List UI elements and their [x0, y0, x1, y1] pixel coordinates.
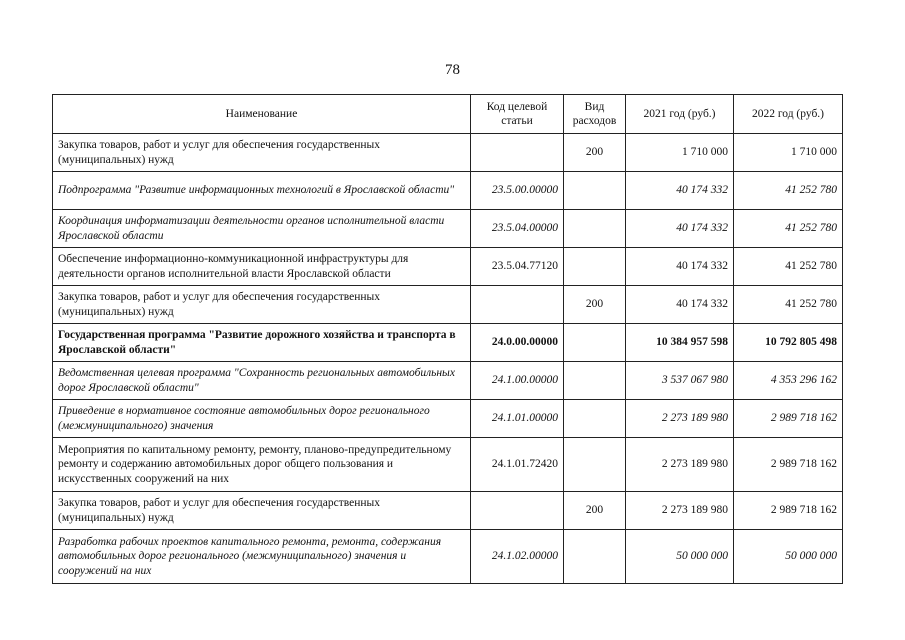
cell-code: 23.5.00.00000: [471, 172, 564, 210]
cell-expense-type: 200: [564, 286, 626, 324]
cell-expense-type: [564, 210, 626, 248]
cell-code: [471, 134, 564, 172]
table-row: [53, 400, 843, 438]
cell-2021: 3 537 067 980: [626, 362, 734, 400]
table-row: [53, 492, 843, 530]
header-code: Код целевой статьи: [471, 95, 564, 134]
cell-2021: 40 174 332: [626, 172, 734, 210]
cell-2022: 41 252 780: [734, 248, 843, 286]
cell-code: 24.1.00.00000: [471, 362, 564, 400]
cell-name: Мероприятия по капитальному ремонту, ремонту, планово-предупредительному ремонту и содержанию автомобильных дорог общего пользования и искусственных сооружений на них: [53, 438, 471, 492]
header-2022: 2022 год (руб.): [734, 95, 843, 134]
cell-name: Координация информатизации деятельности органов исполнительной власти Ярославской области: [53, 210, 471, 248]
cell-name: Закупка товаров, работ и услуг для обеспечения государственных (муниципальных) нужд: [53, 492, 471, 530]
cell-2021: 40 174 332: [626, 210, 734, 248]
cell-expense-type: [564, 248, 626, 286]
cell-code: 23.5.04.77120: [471, 248, 564, 286]
table-header-row: [53, 95, 843, 134]
cell-2021: 2 273 189 980: [626, 492, 734, 530]
cell-code: 24.0.00.00000: [471, 324, 564, 362]
table-row: [53, 286, 843, 324]
cell-2021: 1 710 000: [626, 134, 734, 172]
cell-code: 24.1.01.72420: [471, 438, 564, 492]
cell-expense-type: [564, 400, 626, 438]
cell-expense-type: 200: [564, 134, 626, 172]
table-row: [53, 530, 843, 584]
cell-2021: 40 174 332: [626, 286, 734, 324]
cell-name: Государственная программа "Развитие дорожного хозяйства и транспорта в Ярославской области": [53, 324, 471, 362]
cell-2022: 2 989 718 162: [734, 400, 843, 438]
cell-name: Закупка товаров, работ и услуг для обеспечения государственных (муниципальных) нужд: [53, 134, 471, 172]
header-type: Вид расходов: [564, 95, 626, 134]
cell-2022: 10 792 805 498: [734, 324, 843, 362]
cell-2021: 40 174 332: [626, 248, 734, 286]
cell-2022: 41 252 780: [734, 210, 843, 248]
cell-name: Обеспечение информационно-коммуникационной инфраструктуры для деятельности органов исполнительной власти Ярославской области: [53, 248, 471, 286]
table-body: [53, 134, 843, 584]
cell-2022: 4 353 296 162: [734, 362, 843, 400]
cell-code: 24.1.02.00000: [471, 530, 564, 584]
cell-2022: 1 710 000: [734, 134, 843, 172]
cell-2022: 41 252 780: [734, 286, 843, 324]
cell-2021: 50 000 000: [626, 530, 734, 584]
table-row: [53, 210, 843, 248]
table-row: [53, 324, 843, 362]
cell-code: 24.1.01.00000: [471, 400, 564, 438]
cell-name: Приведение в нормативное состояние автомобильных дорог регионального (межмуниципального) значения: [53, 400, 471, 438]
cell-2021: 2 273 189 980: [626, 438, 734, 492]
table-row: [53, 134, 843, 172]
cell-2021: 10 384 957 598: [626, 324, 734, 362]
page-number: 78: [445, 62, 460, 78]
cell-2022: 41 252 780: [734, 172, 843, 210]
cell-expense-type: 200: [564, 492, 626, 530]
cell-2022: 50 000 000: [734, 530, 843, 584]
cell-2021: 2 273 189 980: [626, 400, 734, 438]
cell-code: [471, 492, 564, 530]
cell-expense-type: [564, 438, 626, 492]
budget-table: [52, 94, 843, 584]
cell-expense-type: [564, 172, 626, 210]
cell-name: Подпрограмма "Развитие информационных технологий в Ярославской области": [53, 172, 471, 210]
cell-2022: 2 989 718 162: [734, 438, 843, 492]
cell-name: Разработка рабочих проектов капитального ремонта, ремонта, содержания автомобильных дорог регионального (межмуниципального) значения и сооружений на них: [53, 530, 471, 584]
table-row: [53, 362, 843, 400]
cell-name: Закупка товаров, работ и услуг для обеспечения государственных (муниципальных) нужд: [53, 286, 471, 324]
header-2021: 2021 год (руб.): [626, 95, 734, 134]
cell-expense-type: [564, 530, 626, 584]
cell-name: Ведомственная целевая программа "Сохранность региональных автомобильных дорог Ярославской области": [53, 362, 471, 400]
cell-code: 23.5.04.00000: [471, 210, 564, 248]
cell-expense-type: [564, 362, 626, 400]
table-row: [53, 248, 843, 286]
header-name: Наименование: [53, 95, 471, 134]
cell-expense-type: [564, 324, 626, 362]
table-row: [53, 438, 843, 492]
cell-2022: 2 989 718 162: [734, 492, 843, 530]
table-row: [53, 172, 843, 210]
cell-code: [471, 286, 564, 324]
